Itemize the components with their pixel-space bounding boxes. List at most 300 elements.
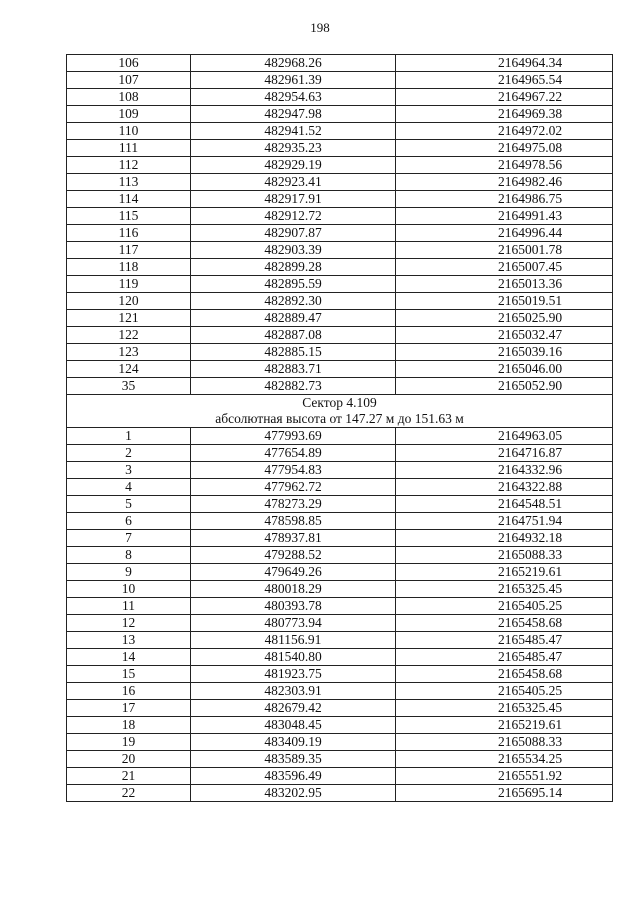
point-number-cell xyxy=(67,632,191,649)
y-coordinate: 2164932.18 xyxy=(497,530,563,545)
x-coordinate: 482882.73 xyxy=(264,378,322,393)
y-coordinate: 2165458.68 xyxy=(497,666,563,681)
y-coordinate-cell xyxy=(396,700,613,717)
table-row xyxy=(67,259,613,276)
x-coordinate-cell xyxy=(191,496,396,513)
y-coordinate-cell xyxy=(396,174,613,191)
point-number: 19 xyxy=(121,734,136,749)
point-number: 6 xyxy=(125,513,132,528)
table-row xyxy=(67,378,613,395)
x-coordinate-cell xyxy=(191,598,396,615)
y-coordinate: 2164969.38 xyxy=(497,106,563,121)
point-number: 17 xyxy=(121,700,136,715)
x-coordinate: 483596.49 xyxy=(264,768,322,783)
y-coordinate-cell xyxy=(396,344,613,361)
y-coordinate-cell xyxy=(396,157,613,174)
x-coordinate: 482895.59 xyxy=(264,276,322,291)
x-coordinate-cell xyxy=(191,344,396,361)
point-number-cell xyxy=(67,649,191,666)
table-row xyxy=(67,445,613,462)
point-number-cell xyxy=(67,785,191,802)
point-number-cell xyxy=(67,479,191,496)
x-coordinate-cell xyxy=(191,632,396,649)
sector-title: Сектор 4.109 xyxy=(302,395,377,410)
point-number-cell xyxy=(67,564,191,581)
point-number: 13 xyxy=(121,632,136,647)
y-coordinate: 2165325.45 xyxy=(497,581,563,596)
table-row xyxy=(67,598,613,615)
table-row xyxy=(67,208,613,225)
y-coordinate: 2165405.25 xyxy=(497,598,563,613)
point-number-cell xyxy=(67,513,191,530)
point-number: 119 xyxy=(118,276,139,291)
point-number: 113 xyxy=(118,174,139,189)
table-row xyxy=(67,632,613,649)
x-coordinate: 482961.39 xyxy=(264,72,322,87)
table-row xyxy=(67,225,613,242)
x-coordinate-cell xyxy=(191,751,396,768)
coordinates-table xyxy=(66,54,613,802)
y-coordinate: 2165088.33 xyxy=(497,734,563,749)
x-coordinate: 482892.30 xyxy=(264,293,322,308)
y-coordinate-cell xyxy=(396,225,613,242)
x-coordinate-cell xyxy=(191,581,396,598)
y-coordinate: 2164964.34 xyxy=(497,55,563,70)
x-coordinate-cell xyxy=(191,564,396,581)
table-row xyxy=(67,513,613,530)
point-number: 7 xyxy=(125,530,132,545)
point-number-cell xyxy=(67,530,191,547)
x-coordinate: 478937.81 xyxy=(264,530,322,545)
x-coordinate-cell xyxy=(191,530,396,547)
x-coordinate-cell xyxy=(191,547,396,564)
point-number: 10 xyxy=(121,581,136,596)
x-coordinate-cell xyxy=(191,361,396,378)
y-coordinate: 2165007.45 xyxy=(497,259,563,274)
point-number-cell xyxy=(67,581,191,598)
y-coordinate: 2164975.08 xyxy=(497,140,563,155)
point-number: 112 xyxy=(118,157,139,172)
point-number-cell xyxy=(67,327,191,344)
point-number: 20 xyxy=(121,751,136,766)
y-coordinate-cell xyxy=(396,615,613,632)
y-coordinate: 2165013.36 xyxy=(497,276,563,291)
x-coordinate: 482954.63 xyxy=(264,89,322,104)
point-number-cell xyxy=(67,242,191,259)
y-coordinate-cell xyxy=(396,717,613,734)
x-coordinate: 482968.26 xyxy=(264,55,322,70)
table-row xyxy=(67,242,613,259)
y-coordinate-cell xyxy=(396,581,613,598)
table-row xyxy=(67,615,613,632)
y-coordinate: 2165219.61 xyxy=(497,564,563,579)
x-coordinate: 481540.80 xyxy=(264,649,322,664)
y-coordinate: 2165039.16 xyxy=(497,344,563,359)
y-coordinate: 2164991.43 xyxy=(497,208,563,223)
table-row xyxy=(67,191,613,208)
point-number-cell xyxy=(67,615,191,632)
point-number: 114 xyxy=(118,191,139,206)
x-coordinate-cell xyxy=(191,649,396,666)
sector-header-row xyxy=(67,395,613,428)
y-coordinate-cell xyxy=(396,293,613,310)
y-coordinate-cell xyxy=(396,598,613,615)
table-row xyxy=(67,462,613,479)
x-coordinate: 477954.83 xyxy=(264,462,322,477)
table-row xyxy=(67,428,613,445)
y-coordinate-cell xyxy=(396,751,613,768)
table-row xyxy=(67,564,613,581)
table-row xyxy=(67,581,613,598)
x-coordinate-cell xyxy=(191,615,396,632)
y-coordinate: 2165405.25 xyxy=(497,683,563,698)
y-coordinate-cell xyxy=(396,55,613,72)
point-number-cell xyxy=(67,445,191,462)
point-number: 118 xyxy=(118,259,139,274)
point-number-cell xyxy=(67,361,191,378)
y-coordinate: 2165485.47 xyxy=(497,649,563,664)
x-coordinate-cell xyxy=(191,157,396,174)
x-coordinate: 483048.45 xyxy=(264,717,322,732)
table-row xyxy=(67,55,613,72)
x-coordinate: 477962.72 xyxy=(264,479,322,494)
x-coordinate: 483409.19 xyxy=(264,734,322,749)
point-number-cell xyxy=(67,259,191,276)
table-row xyxy=(67,72,613,89)
point-number-cell xyxy=(67,683,191,700)
x-coordinate-cell xyxy=(191,123,396,140)
y-coordinate-cell xyxy=(396,428,613,445)
point-number-cell xyxy=(67,598,191,615)
point-number: 21 xyxy=(121,768,136,783)
x-coordinate-cell xyxy=(191,768,396,785)
point-number: 3 xyxy=(125,462,132,477)
table-row xyxy=(67,785,613,802)
x-coordinate: 482303.91 xyxy=(264,683,322,698)
y-coordinate-cell xyxy=(396,191,613,208)
table-row xyxy=(67,649,613,666)
x-coordinate-cell xyxy=(191,106,396,123)
x-coordinate-cell xyxy=(191,89,396,106)
x-coordinate: 482929.19 xyxy=(264,157,322,172)
y-coordinate-cell xyxy=(396,479,613,496)
y-coordinate: 2164548.51 xyxy=(497,496,563,511)
x-coordinate-cell xyxy=(191,72,396,89)
point-number: 116 xyxy=(118,225,139,240)
x-coordinate: 482679.42 xyxy=(264,700,322,715)
table-row xyxy=(67,106,613,123)
x-coordinate-cell xyxy=(191,55,396,72)
x-coordinate-cell xyxy=(191,208,396,225)
point-number-cell xyxy=(67,734,191,751)
point-number-cell xyxy=(67,462,191,479)
y-coordinate-cell xyxy=(396,123,613,140)
x-coordinate: 479288.52 xyxy=(264,547,322,562)
y-coordinate-cell xyxy=(396,327,613,344)
x-coordinate: 480773.94 xyxy=(264,615,322,630)
x-coordinate: 481923.75 xyxy=(264,666,322,681)
point-number-cell xyxy=(67,157,191,174)
point-number: 106 xyxy=(118,55,139,70)
table-row xyxy=(67,361,613,378)
y-coordinate: 2165019.51 xyxy=(497,293,563,308)
y-coordinate: 2165325.45 xyxy=(497,700,563,715)
x-coordinate: 478598.85 xyxy=(264,513,322,528)
x-coordinate: 482885.15 xyxy=(264,344,322,359)
y-coordinate: 2164322.88 xyxy=(497,479,563,494)
y-coordinate: 2165001.78 xyxy=(497,242,563,257)
point-number-cell xyxy=(67,428,191,445)
y-coordinate-cell xyxy=(396,361,613,378)
point-number: 8 xyxy=(125,547,132,562)
table-row xyxy=(67,751,613,768)
point-number: 14 xyxy=(121,649,136,664)
x-coordinate-cell xyxy=(191,666,396,683)
y-coordinate: 2165458.68 xyxy=(497,615,563,630)
point-number-cell xyxy=(67,276,191,293)
point-number-cell xyxy=(67,344,191,361)
x-coordinate-cell xyxy=(191,191,396,208)
x-coordinate-cell xyxy=(191,513,396,530)
y-coordinate: 2164967.22 xyxy=(497,89,563,104)
sector-header xyxy=(67,395,613,428)
table-row xyxy=(67,89,613,106)
x-coordinate: 482912.72 xyxy=(264,208,322,223)
table-row xyxy=(67,734,613,751)
point-number: 109 xyxy=(118,106,139,121)
point-number: 11 xyxy=(122,598,135,613)
x-coordinate: 483589.35 xyxy=(264,751,322,766)
y-coordinate: 2165088.33 xyxy=(497,547,563,562)
point-number: 121 xyxy=(118,310,139,325)
point-number-cell xyxy=(67,106,191,123)
y-coordinate-cell xyxy=(396,530,613,547)
point-number: 123 xyxy=(118,344,139,359)
point-number-cell xyxy=(67,225,191,242)
y-coordinate-cell xyxy=(396,649,613,666)
table-row xyxy=(67,530,613,547)
y-coordinate-cell xyxy=(396,632,613,649)
point-number: 12 xyxy=(121,615,136,630)
table-row xyxy=(67,293,613,310)
point-number-cell xyxy=(67,208,191,225)
x-coordinate-cell xyxy=(191,683,396,700)
x-coordinate-cell xyxy=(191,259,396,276)
x-coordinate-cell xyxy=(191,310,396,327)
y-coordinate-cell xyxy=(396,310,613,327)
x-coordinate: 482935.23 xyxy=(264,140,322,155)
y-coordinate-cell xyxy=(396,106,613,123)
table-row xyxy=(67,547,613,564)
x-coordinate-cell xyxy=(191,734,396,751)
table-row xyxy=(67,666,613,683)
x-coordinate: 482899.28 xyxy=(264,259,322,274)
x-coordinate: 482903.39 xyxy=(264,242,322,257)
x-coordinate-cell xyxy=(191,293,396,310)
y-coordinate: 2164986.75 xyxy=(497,191,563,206)
y-coordinate: 2164332.96 xyxy=(497,462,563,477)
y-coordinate-cell xyxy=(396,276,613,293)
sector-header-group xyxy=(67,395,613,428)
y-coordinate-cell xyxy=(396,785,613,802)
y-coordinate-cell xyxy=(396,683,613,700)
point-number-cell xyxy=(67,174,191,191)
x-coordinate: 482917.91 xyxy=(264,191,322,206)
y-coordinate-cell xyxy=(396,378,613,395)
y-coordinate-cell xyxy=(396,208,613,225)
x-coordinate-cell xyxy=(191,717,396,734)
table-row xyxy=(67,717,613,734)
y-coordinate-cell xyxy=(396,462,613,479)
table-row xyxy=(67,683,613,700)
point-number: 108 xyxy=(118,89,139,104)
y-coordinate-cell xyxy=(396,89,613,106)
point-number: 120 xyxy=(118,293,139,308)
point-number: 107 xyxy=(118,72,139,87)
x-coordinate-cell xyxy=(191,445,396,462)
point-number: 22 xyxy=(121,785,136,800)
y-coordinate: 2165052.90 xyxy=(497,378,563,393)
x-coordinate-cell xyxy=(191,276,396,293)
x-coordinate: 477654.89 xyxy=(264,445,322,460)
point-number-cell xyxy=(67,666,191,683)
point-number: 115 xyxy=(118,208,139,223)
table-row xyxy=(67,768,613,785)
x-coordinate-cell xyxy=(191,462,396,479)
point-number: 4 xyxy=(125,479,132,494)
x-coordinate-cell xyxy=(191,327,396,344)
y-coordinate-cell xyxy=(396,140,613,157)
point-number: 18 xyxy=(121,717,136,732)
table-row xyxy=(67,496,613,513)
y-coordinate: 2165025.90 xyxy=(497,310,563,325)
coordinates-table-body-before xyxy=(67,55,613,395)
point-number-cell xyxy=(67,293,191,310)
point-number: 16 xyxy=(121,683,136,698)
point-number: 117 xyxy=(118,242,139,257)
y-coordinate-cell xyxy=(396,259,613,276)
x-coordinate: 482941.52 xyxy=(264,123,322,138)
table-row xyxy=(67,140,613,157)
point-number-cell xyxy=(67,547,191,564)
y-coordinate-cell xyxy=(396,666,613,683)
x-coordinate: 482923.41 xyxy=(264,174,322,189)
y-coordinate-cell xyxy=(396,445,613,462)
point-number-cell xyxy=(67,496,191,513)
table-row xyxy=(67,327,613,344)
y-coordinate: 2164978.56 xyxy=(497,157,563,172)
point-number: 111 xyxy=(118,140,139,155)
y-coordinate-cell xyxy=(396,768,613,785)
y-coordinate: 2165032.47 xyxy=(497,327,563,342)
point-number-cell xyxy=(67,378,191,395)
y-coordinate-cell xyxy=(396,72,613,89)
sector-subtitle: абсолютная высота от 147.27 м до 151.63 м xyxy=(215,411,464,426)
point-number-cell xyxy=(67,191,191,208)
y-coordinate: 2164996.44 xyxy=(497,225,563,240)
point-number: 122 xyxy=(118,327,139,342)
x-coordinate-cell xyxy=(191,174,396,191)
y-coordinate: 2165046.00 xyxy=(497,361,563,376)
y-coordinate: 2165551.92 xyxy=(497,768,563,783)
point-number-cell xyxy=(67,717,191,734)
y-coordinate: 2165219.61 xyxy=(497,717,563,732)
table-row xyxy=(67,700,613,717)
y-coordinate: 2165534.25 xyxy=(497,751,563,766)
x-coordinate: 482883.71 xyxy=(264,361,322,376)
point-number: 5 xyxy=(125,496,132,511)
point-number-cell xyxy=(67,55,191,72)
x-coordinate: 478273.29 xyxy=(264,496,322,511)
table-row xyxy=(67,157,613,174)
y-coordinate: 2164965.54 xyxy=(497,72,563,87)
y-coordinate: 2164716.87 xyxy=(497,445,563,460)
x-coordinate: 480393.78 xyxy=(264,598,322,613)
point-number-cell xyxy=(67,123,191,140)
x-coordinate: 483202.95 xyxy=(264,785,322,800)
table-row xyxy=(67,479,613,496)
point-number: 9 xyxy=(125,564,132,579)
y-coordinate-cell xyxy=(396,496,613,513)
coordinates-table-body-after xyxy=(67,428,613,802)
x-coordinate-cell xyxy=(191,479,396,496)
x-coordinate-cell xyxy=(191,140,396,157)
point-number-cell xyxy=(67,72,191,89)
point-number-cell xyxy=(67,768,191,785)
point-number-cell xyxy=(67,310,191,327)
x-coordinate-cell xyxy=(191,700,396,717)
point-number-cell xyxy=(67,751,191,768)
x-coordinate: 480018.29 xyxy=(264,581,322,596)
y-coordinate-cell xyxy=(396,513,613,530)
point-number: 124 xyxy=(118,361,139,376)
table-row xyxy=(67,174,613,191)
table-row xyxy=(67,276,613,293)
table-row xyxy=(67,123,613,140)
point-number: 1 xyxy=(125,428,132,443)
y-coordinate: 2164982.46 xyxy=(497,174,563,189)
y-coordinate-cell xyxy=(396,547,613,564)
y-coordinate: 2165485.47 xyxy=(497,632,563,647)
x-coordinate: 482907.87 xyxy=(264,225,322,240)
page-number: 198 xyxy=(310,20,330,35)
point-number: 15 xyxy=(121,666,136,681)
x-coordinate: 482889.47 xyxy=(264,310,322,325)
table-row xyxy=(67,310,613,327)
x-coordinate-cell xyxy=(191,242,396,259)
x-coordinate: 481156.91 xyxy=(264,632,322,647)
point-number: 35 xyxy=(121,378,136,393)
x-coordinate-cell xyxy=(191,785,396,802)
x-coordinate: 482947.98 xyxy=(264,106,322,121)
y-coordinate: 2164963.05 xyxy=(497,428,563,443)
x-coordinate-cell xyxy=(191,225,396,242)
x-coordinate: 482887.08 xyxy=(264,327,322,342)
x-coordinate: 479649.26 xyxy=(264,564,322,579)
y-coordinate-cell xyxy=(396,734,613,751)
x-coordinate-cell xyxy=(191,428,396,445)
table-row xyxy=(67,344,613,361)
y-coordinate: 2164751.94 xyxy=(497,513,563,528)
point-number-cell xyxy=(67,700,191,717)
y-coordinate: 2164972.02 xyxy=(497,123,563,138)
x-coordinate: 477993.69 xyxy=(264,428,322,443)
point-number: 2 xyxy=(125,445,132,460)
y-coordinate-cell xyxy=(396,564,613,581)
y-coordinate: 2165695.14 xyxy=(497,785,563,800)
point-number-cell xyxy=(67,89,191,106)
point-number-cell xyxy=(67,140,191,157)
